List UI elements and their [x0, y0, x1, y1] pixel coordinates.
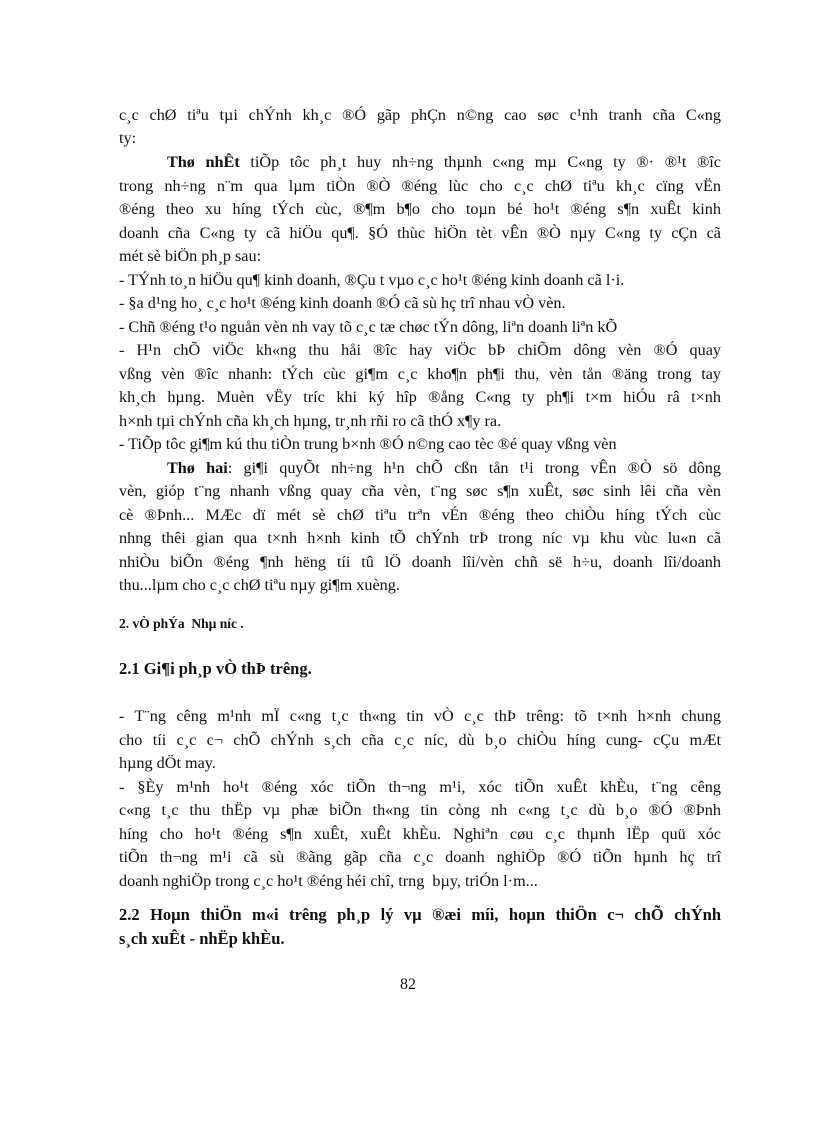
- lead-word: Thø nhÊt: [167, 153, 240, 171]
- text-line: doanh nghiÖp trong c¸c ho¹t ®éng héi chî, trng bµy, triÓn l·m...: [119, 872, 538, 890]
- bullet-line: - §Èy m¹nh ho¹t ®éng xóc tiÕn th¬ng m¹i, xóc tiÕn xuÊt khÈu, t¨ng cêng: [119, 778, 721, 796]
- bullet-line: - T¨ng cêng m¹nh mÏ c«ng t¸c th«ng tin vÒ c¸c thÞ trêng: tõ t×nh h×nh chung: [119, 707, 721, 725]
- text-line: mét sè biÖn ph¸p sau:: [119, 247, 262, 265]
- text-line: cè ®Þnh... MÆc dï mét sè chØ tiªu trªn vÉn ®éng theo chiÒu híng tÝch cùc: [119, 506, 721, 524]
- text-line: c¸c chØ tiªu tµi chÝnh kh¸c ®Ó gãp phÇn n©ng cao søc c¹nh tranh cña C«ng: [119, 106, 721, 124]
- text-line: kh¸ch hµng. Muèn vËy tríc khi ký hîp ®ång C«ng ty ph¶i t×m hiÓu râ t×nh: [119, 388, 721, 406]
- paragraph-first-line: [119, 152, 721, 173]
- text-run: : gi¶i quyÕt nh÷ng h¹n chÕ cßn tån t¹i trong vÊn ®Ò sö dông: [227, 459, 721, 477]
- bullet-line: - Chñ ®éng t¹o nguån vèn nh vay tõ c¸c tæ chøc tÝn dông, liªn doanh liªn kÕ: [119, 318, 618, 336]
- text-line: tiÕn th¬ng m¹i cã sù ®ãng gãp cña c¸c doanh nghiÖp ®Ó tiÕn hµnh hç trî: [119, 848, 721, 866]
- text-line: nhng thêi gian qua t×nh h×nh kinh tÕ chÝnh trÞ trong níc vµ khu vùc lu«n cã: [119, 529, 721, 547]
- text-line: h×nh tµi chÝnh cña kh¸ch hµng, tr¸nh rñi ro cã thÓ x¶y ra.: [119, 412, 502, 430]
- text-line: trong nh÷ng n¨m qua lµm tiÒn ®Ò ®éng lùc cho c¸c chØ tiªu kh¸c cïng vËn: [119, 177, 721, 195]
- bullet-line: - TiÕp tôc gi¶m kú thu tiÒn trung b×nh ®Ó n©ng cao tèc ®é quay vßng vèn: [119, 435, 617, 453]
- bullet-line: - TÝnh to¸n hiÖu qu¶ kinh doanh, ®Çu t vµo c¸c ho¹t ®éng kinh doanh cã l·i.: [119, 271, 625, 289]
- text-line: cho tíi c¸c c¬ chÕ chÝnh s¸ch cña c¸c níc, dù b¸o chiÒu híng cung- cÇu mÆt: [119, 731, 721, 749]
- text-line: vèn, gióp t¨ng nhanh vßng quay cña vèn, t¨ng søc s¶n xuÊt, søc sinh lêi cña vèn: [119, 482, 721, 500]
- text-run: tiÕp tôc ph¸t huy nh÷ng thµnh c«ng mµ C«ng ty ®· ®¹t ®îc: [239, 153, 721, 171]
- bullet-line: - H¹n chÕ viÖc kh«ng thu håi ®îc hay viÖc bÞ chiÕm dông vèn ®Ó quay: [119, 341, 721, 359]
- heading-2-2-continued: s¸ch xuÊt - nhËp khÈu.: [119, 929, 285, 948]
- text-line: thu...lµm cho c¸c chØ tiªu nµy gi¶m xuèng.: [119, 576, 400, 594]
- lead-word: Thø hai: [167, 459, 228, 477]
- text-line: ty:: [119, 129, 137, 147]
- text-line: ®éng theo xu híng tÝch cùc, ®¶m b¶o cho toµn bé ho¹t ®éng s¶n xuÊt kinh: [119, 200, 721, 218]
- heading-2-2: 2.2 Hoµn thiÖn m«i trêng ph¸p lý vµ ®æi míi, hoµn thiÖn c¬ chÕ chÝnh: [119, 905, 721, 924]
- section-title: 2. vÒ phÝa Nhµ níc .: [119, 616, 244, 631]
- text-line: híng cho ho¹t ®éng s¶n xuÊt, xuÊt khÈu. Nghiªn cøu c¸c thµnh lËp quü xóc: [119, 825, 721, 843]
- text-line: doanh cña C«ng ty cã hiÖu qu¶. §Ó thùc hiÖn tèt vÊn ®Ò nµy C«ng ty cÇn cã: [119, 224, 721, 242]
- page-number: 82: [400, 976, 416, 993]
- heading-2-1: 2.1 Gi¶i ph¸p vÒ thÞ trêng.: [119, 659, 312, 678]
- text-line: vßng vèn ®îc nhanh: tÝch cùc gi¶m c¸c kho¶n ph¶i thu, vèn tån ®äng trong tay: [119, 365, 721, 383]
- text-line: c«ng t¸c thu thËp vµ phæ biÕn th«ng tin còng nh c«ng t¸c dù b¸o ®Ó ®Þnh: [119, 801, 721, 819]
- paragraph-first-line: [119, 458, 721, 479]
- bullet-line: - §a d¹ng ho¸ c¸c ho¹t ®éng kinh doanh ®Ó cã sù hç trî nhau vÒ vèn.: [119, 294, 566, 312]
- text-line: nhiÒu biÕn ®éng ¶nh hëng tíi tû lÖ doanh lîi/vèn chñ së h÷u, doanh lîi/doanh: [119, 553, 721, 571]
- text-line: hµng dÖt may.: [119, 754, 216, 772]
